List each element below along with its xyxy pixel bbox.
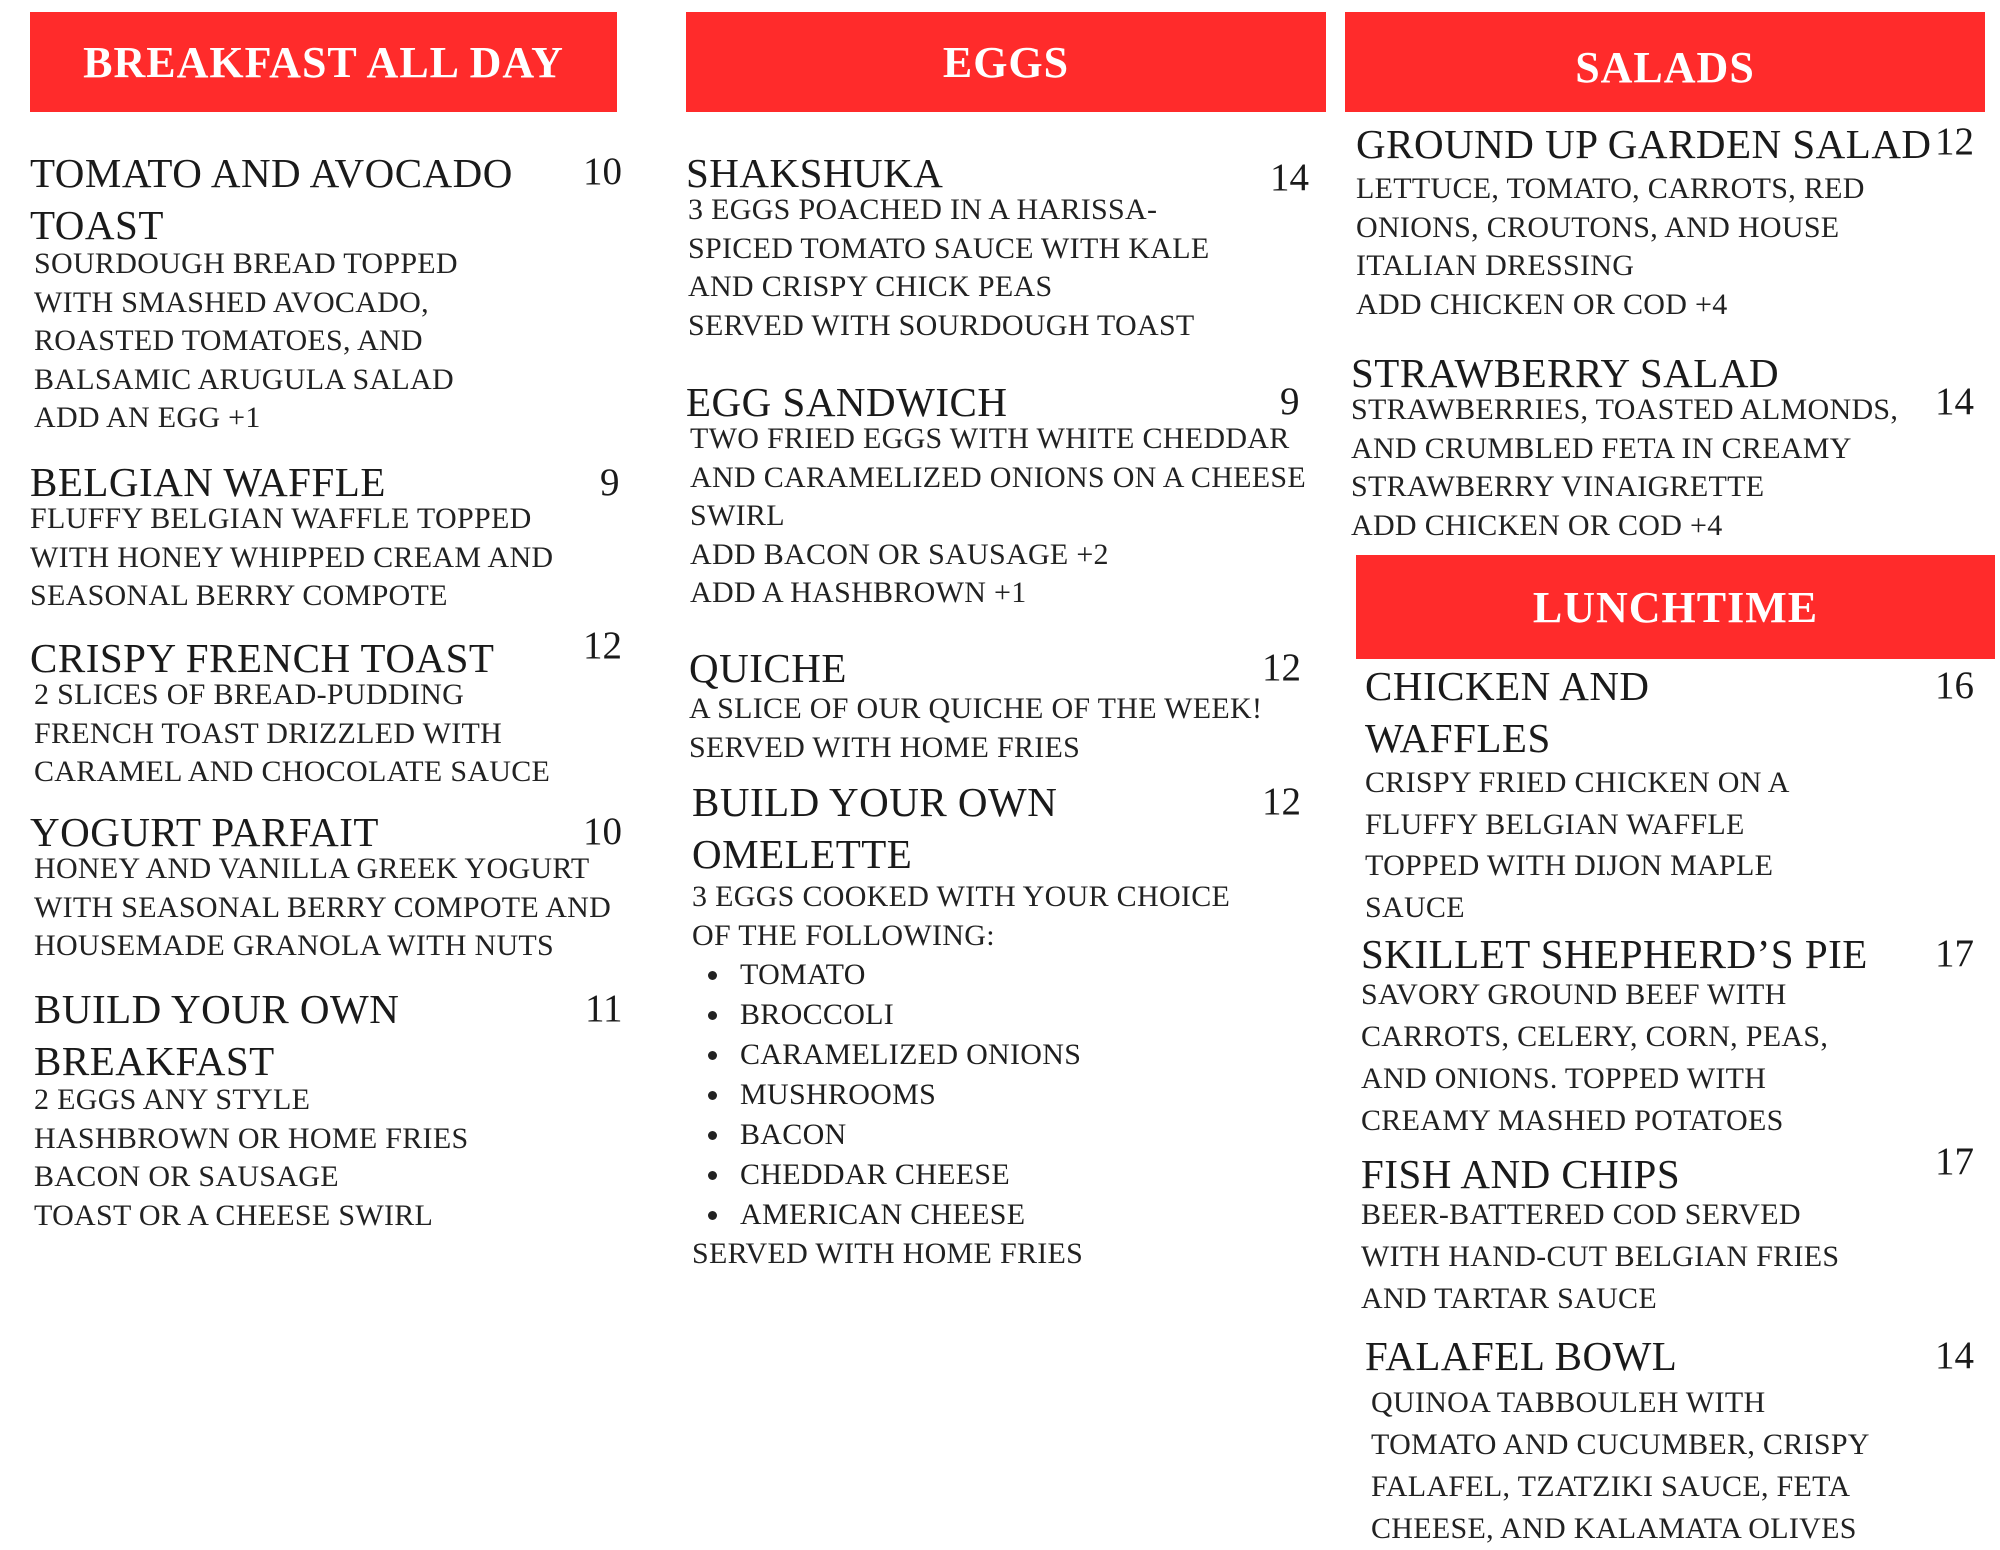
menu-item (30, 147, 630, 438)
item-name: STRAWBERRY SALAD (1351, 350, 1780, 396)
menu-item (30, 456, 630, 616)
list-item: BACON (692, 1115, 1332, 1155)
salads-section-title: SALADS (1575, 42, 1755, 92)
eggs-section-title: EGGS (942, 37, 1070, 87)
list-item: TOMATO (692, 955, 1332, 995)
item-name: EGG SANDWICH (686, 379, 1008, 425)
lunch-section-banner (1356, 555, 1995, 659)
list-item: AMERICAN CHEESE (692, 1195, 1332, 1235)
item-description: 3 EGGS COOKED WITH YOUR CHOICE OF THE FOLLOWING: (692, 880, 1231, 952)
breakfast-section-banner (30, 12, 617, 112)
item-name: FALAFEL BOWL (1365, 1333, 1678, 1379)
item-price: 10 (583, 150, 622, 193)
item-price: 16 (1935, 664, 1974, 707)
item-description: 2 SLICES OF BREAD-PUDDING FRENCH TOAST DRIZZLED WITH CARAMEL AND CHOCOLATE SAUCE (34, 678, 551, 788)
menu-item (34, 983, 634, 1235)
item-description: 3 EGGS POACHED IN A HARISSA- SPICED TOMATO SAUCE WITH KALE AND CRISPY CHICK PEAS SERVED WITH SOURDOUGH TOAST (688, 193, 1210, 342)
breakfast-section-title: BREAKFAST ALL DAY (83, 37, 564, 87)
menu-item (1361, 1148, 1981, 1320)
item-name: CRISPY FRENCH TOAST (30, 635, 495, 681)
item-price: 12 (1262, 780, 1301, 823)
list-item: CHEDDAR CHEESE (692, 1155, 1332, 1195)
item-description: LETTUCE, TOMATO, CARROTS, RED ONIONS, CROUTONS, AND HOUSE ITALIAN DRESSING ADD CHICKEN OR COD +4 (1356, 172, 1865, 321)
lunch-section-title: LUNCHTIME (1532, 582, 1819, 632)
item-description: HONEY AND VANILLA GREEK YOGURT WITH SEASONAL BERRY COMPOTE AND HOUSEMADE GRANOLA WITH NUTS (34, 852, 612, 962)
item-price: 14 (1270, 156, 1309, 199)
item-price: 12 (1262, 646, 1301, 689)
menu-item (1365, 1330, 1995, 1550)
menu-item (692, 776, 1332, 1274)
item-name: YOGURT PARFAIT (30, 809, 379, 855)
list-item: MUSHROOMS (692, 1075, 1332, 1115)
menu-item (30, 632, 630, 792)
eggs-section-banner (686, 12, 1326, 112)
item-price: 12 (1935, 120, 1974, 163)
item-name: BUILD YOUR OWN BREAKFAST (34, 986, 400, 1084)
list-item: CARAMELIZED ONIONS (692, 1035, 1332, 1075)
item-name: BELGIAN WAFFLE (30, 459, 386, 505)
item-price: 17 (1935, 932, 1974, 975)
menu-item (1361, 928, 1981, 1142)
item-name: CHICKEN AND WAFFLES (1365, 663, 1650, 761)
item-price: 9 (600, 461, 620, 504)
item-description: SOURDOUGH BREAD TOPPED WITH SMASHED AVOCADO, ROASTED TOMATOES, AND BALSAMIC ARUGULA SALAD ADD AN EGG +1 (34, 247, 458, 434)
item-description: 2 EGGS ANY STYLE HASHBROWN OR HOME FRIES BACON OR SAUSAGE TOAST OR A CHEESE SWIRL (34, 1083, 469, 1232)
item-description: QUINOA TABBOULEH WITH TOMATO AND CUCUMBER, CRISPY FALAFEL, TZATZIKI SAUCE, FETA CHEESE, AND KALAMATA OLIVES (1371, 1386, 1870, 1545)
list-item: BROCCOLI (692, 995, 1332, 1035)
item-description: BEER-BATTERED COD SERVED WITH HAND-CUT BELGIAN FRIES AND TARTAR SAUCE (1361, 1198, 1840, 1315)
menu-item (30, 806, 630, 966)
item-name: GROUND UP GARDEN SALAD (1356, 121, 1932, 167)
item-price: 14 (1935, 1334, 1974, 1377)
item-name: BUILD YOUR OWN OMELETTE (692, 779, 1058, 877)
item-name: QUICHE (689, 645, 847, 691)
item-description: CRISPY FRIED CHICKEN ON A FLUFFY BELGIAN WAFFLE TOPPED WITH DIJON MAPLE SAUCE (1365, 766, 1790, 924)
menu-item (1365, 660, 1985, 928)
salads-section-banner (1345, 12, 1985, 112)
item-description: FLUFFY BELGIAN WAFFLE TOPPED WITH HONEY WHIPPED CREAM AND SEASONAL BERRY COMPOTE (30, 502, 554, 612)
item-footer-note: SERVED WITH HOME FRIES (692, 1237, 1084, 1270)
menu-item (1351, 347, 1991, 545)
item-price: 14 (1935, 380, 1974, 423)
item-description: SAVORY GROUND BEEF WITH CARROTS, CELERY, CORN, PEAS, AND ONIONS. TOPPED WITH CREAMY MASHED POTATOES (1361, 978, 1829, 1137)
item-name: TOMATO AND AVOCADO TOAST (30, 150, 513, 248)
item-description: TWO FRIED EGGS WITH WHITE CHEDDAR AND CARAMELIZED ONIONS ON A CHEESE SWIRL ADD BACON OR SAUSAGE +2 ADD A HASHBROWN +1 (690, 422, 1307, 609)
item-price: 11 (585, 987, 623, 1030)
menu-item (689, 642, 1329, 767)
item-price: 12 (583, 624, 622, 667)
menu-item (686, 147, 1326, 345)
menu-item (1356, 118, 1996, 324)
omelette-options-list (692, 955, 1332, 1235)
item-description: A SLICE OF OUR QUICHE OF THE WEEK! SERVED WITH HOME FRIES (689, 692, 1263, 764)
item-price: 9 (1280, 380, 1300, 423)
item-description: STRAWBERRIES, TOASTED ALMONDS, AND CRUMBLED FETA IN CREAMY STRAWBERRY VINAIGRETTE ADD CHICKEN OR COD +4 (1351, 393, 1899, 542)
item-name: SKILLET SHEPHERD’S PIE (1361, 931, 1868, 977)
item-name: FISH AND CHIPS (1361, 1151, 1681, 1197)
item-price: 17 (1935, 1140, 1974, 1183)
item-price: 10 (583, 810, 622, 853)
item-name: SHAKSHUKA (686, 150, 944, 196)
menu-item (686, 376, 1346, 613)
